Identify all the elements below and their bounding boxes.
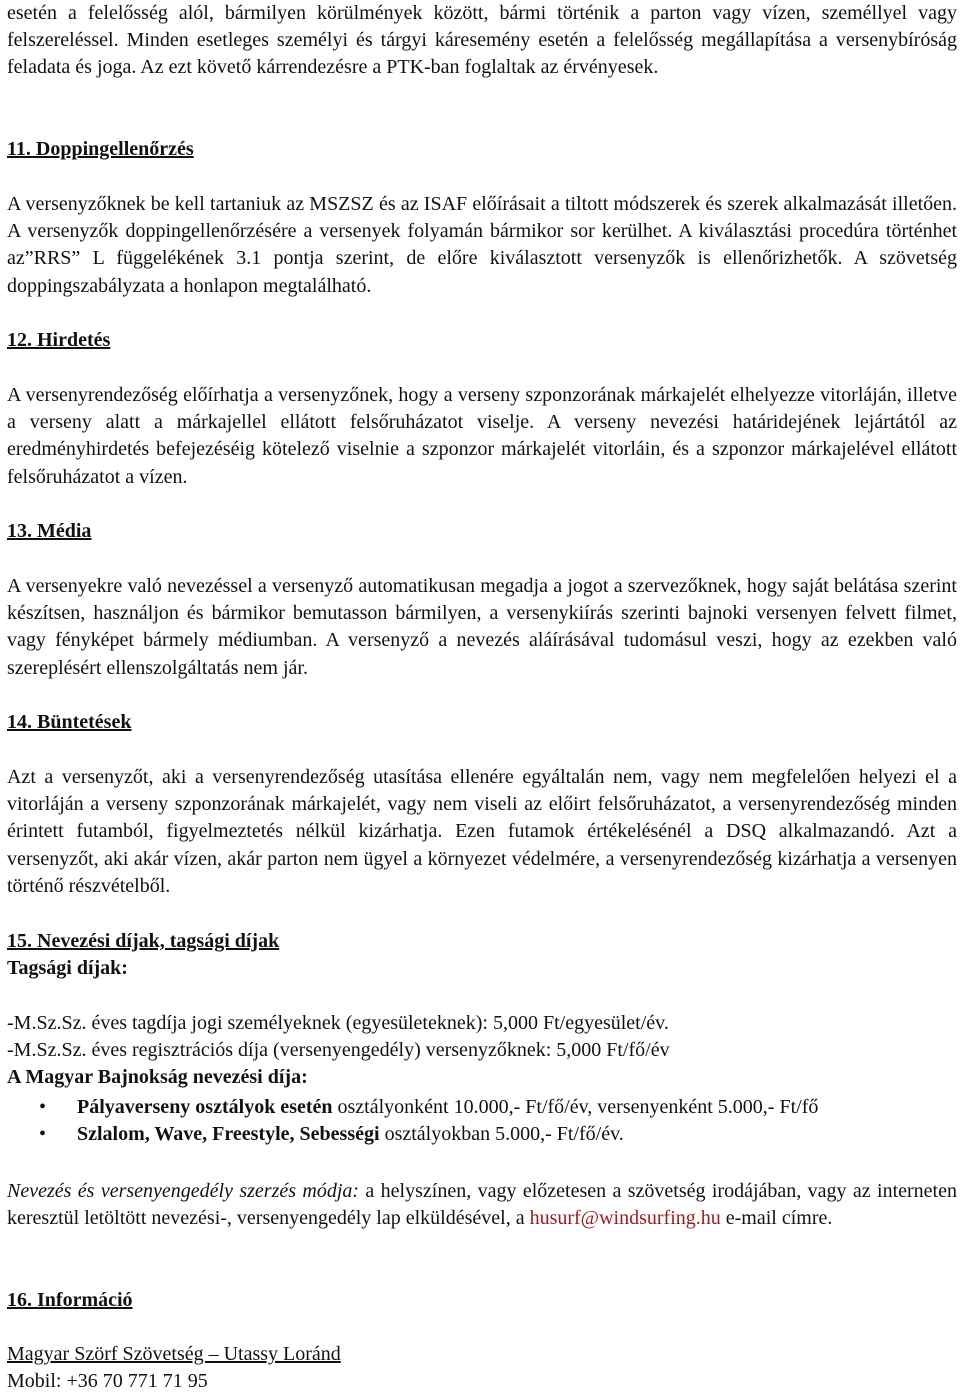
championship-fee-list: [7, 1094, 957, 1148]
list-item-bold: Pályaverseny osztályok esetén: [77, 1096, 333, 1118]
section-14-heading: 14. Büntetések: [7, 711, 132, 733]
contact-mobile: Mobil: +36 70 771 71 95: [7, 1370, 208, 1392]
entry-method-tail: e-mail címre.: [720, 1207, 833, 1230]
membership-fee-line-2: -M.Sz.Sz. éves regisztrációs díja (versenyengedély) versenyzőknek: 5,000 Ft/fő/év: [7, 1039, 670, 1061]
email-link[interactable]: husurf@windsurfing.hu: [529, 1207, 721, 1230]
entry-method-label: Nevezés és versenyengedély szerzés módja:: [7, 1180, 360, 1202]
section-12-heading: 12. Hirdetés: [7, 329, 111, 351]
section-12-paragraph: A versenyrendezőség előírhatja a versenyzőnek, hogy a verseny szponzorának márkajelét elhelyezze vitorláján, illetve a verseny alatt a márkajellel ellátott felsőruházatot viselje. A verseny nevezési határidejének lejártától az eredményhirdetés befejezéséig kötelező viselnie a szponzor márkajelét vitorláin, és a szponzor márkajelével ellátott felsőruházatot a vízen.: [7, 384, 957, 488]
section-14-paragraph: Azt a versenyzőt, aki a versenyrendezőség utasítása ellenére egyáltalán nem, vagy nem megfelelően helyezi el a vitorláján a verseny szponzorának márkajelét, vagy nem viseli az előirt felsőruházatot, a versenyrendezőség minden érintett futamból, figyelmeztetés nélkül kizárhatja. Ezen futamok értékelésénél a DSQ alkalmazandó. Azt a versenyzőt, aki akár vízen, akár parton nem ügyel a környezet védelmére, a versenyrendezőség kizárhatja a versenyen történő részvételből.: [7, 766, 957, 897]
membership-fees-title: Tagsági díjak:: [7, 957, 128, 979]
list-item: [7, 1094, 957, 1121]
section-16-heading: 16. Információ: [7, 1289, 133, 1311]
section-13-paragraph: A versenyekre való nevezéssel a versenyző automatikusan megadja a jogot a szervezőknek, hogy saját belátása szerint készítsen, használjon és bármikor bemutasson bármilyen, a versenykiírás szerinti bajnoki versenyen felvett filmet, vagy fényképet bármely médiumban. A versenyző a nevezés aláírásával tudomásul veszi, hogy az ezekben való szereplésért ellenszolgáltatás nem jár.: [7, 575, 957, 679]
list-item-bold: Szlalom, Wave, Freestyle, Sebességi: [77, 1123, 380, 1146]
list-item-text: osztályokban 5.000,- Ft/fő/év.: [379, 1123, 624, 1146]
section-11-paragraph: A versenyzőknek be kell tartaniuk az MSZSZ és az ISAF előírásait a tiltott módszerek és szerek alkalmazását illetően. A versenyzők doppingellenőrzésére a versenyek folyamán bármikor sor kerülhet. A kiválasztási procedúra történhet az”RRS” L függelékének 3.1 pontja szerint, de előre kiválasztott versenyzők is ellenőrizhetők. A szövetség doppingszabályzata a honlapon megtalálható.: [7, 193, 957, 297]
section-11-heading: 11. Doppingellenőrzés: [7, 138, 194, 160]
section-13-heading: 13. Média: [7, 520, 92, 542]
section-15-heading: 15. Nevezési díjak, tagsági díjak: [7, 930, 280, 952]
entry-method-paragraph: [7, 1178, 957, 1232]
contact-name: Magyar Szörf Szövetség – Utassy Loránd: [7, 1343, 341, 1365]
entry-method-text: a helyszínen, vagy előzetesen a szövetség irodájában, vagy az interneten keresztül letöltött nevezési-, versenyengedély lap elküldésével, a: [7, 1180, 957, 1230]
championship-fee-title: A Magyar Bajnokság nevezési díja:: [7, 1066, 308, 1088]
intro-paragraph: esetén a felelősség alól, bármilyen körülmények között, bármi történik a parton vagy vízen, személlyel vagy felszereléssel. Minden esetleges személyi és tárgyi káresemény esetén a felelősség megállapítása a versenybíróság feladata és joga. Az ezt követő kárrendezésre a PTK-ban foglaltak az érvényesek.: [7, 2, 957, 79]
list-item-text: osztályonként 10.000,- Ft/fő/év, versenyenként 5.000,- Ft/fő: [332, 1096, 819, 1118]
membership-fee-line-1: -M.Sz.Sz. éves tagdíja jogi személyeknek (egyesületeknek): 5,000 Ft/egyesület/év.: [7, 1012, 669, 1034]
list-item: [7, 1121, 957, 1148]
